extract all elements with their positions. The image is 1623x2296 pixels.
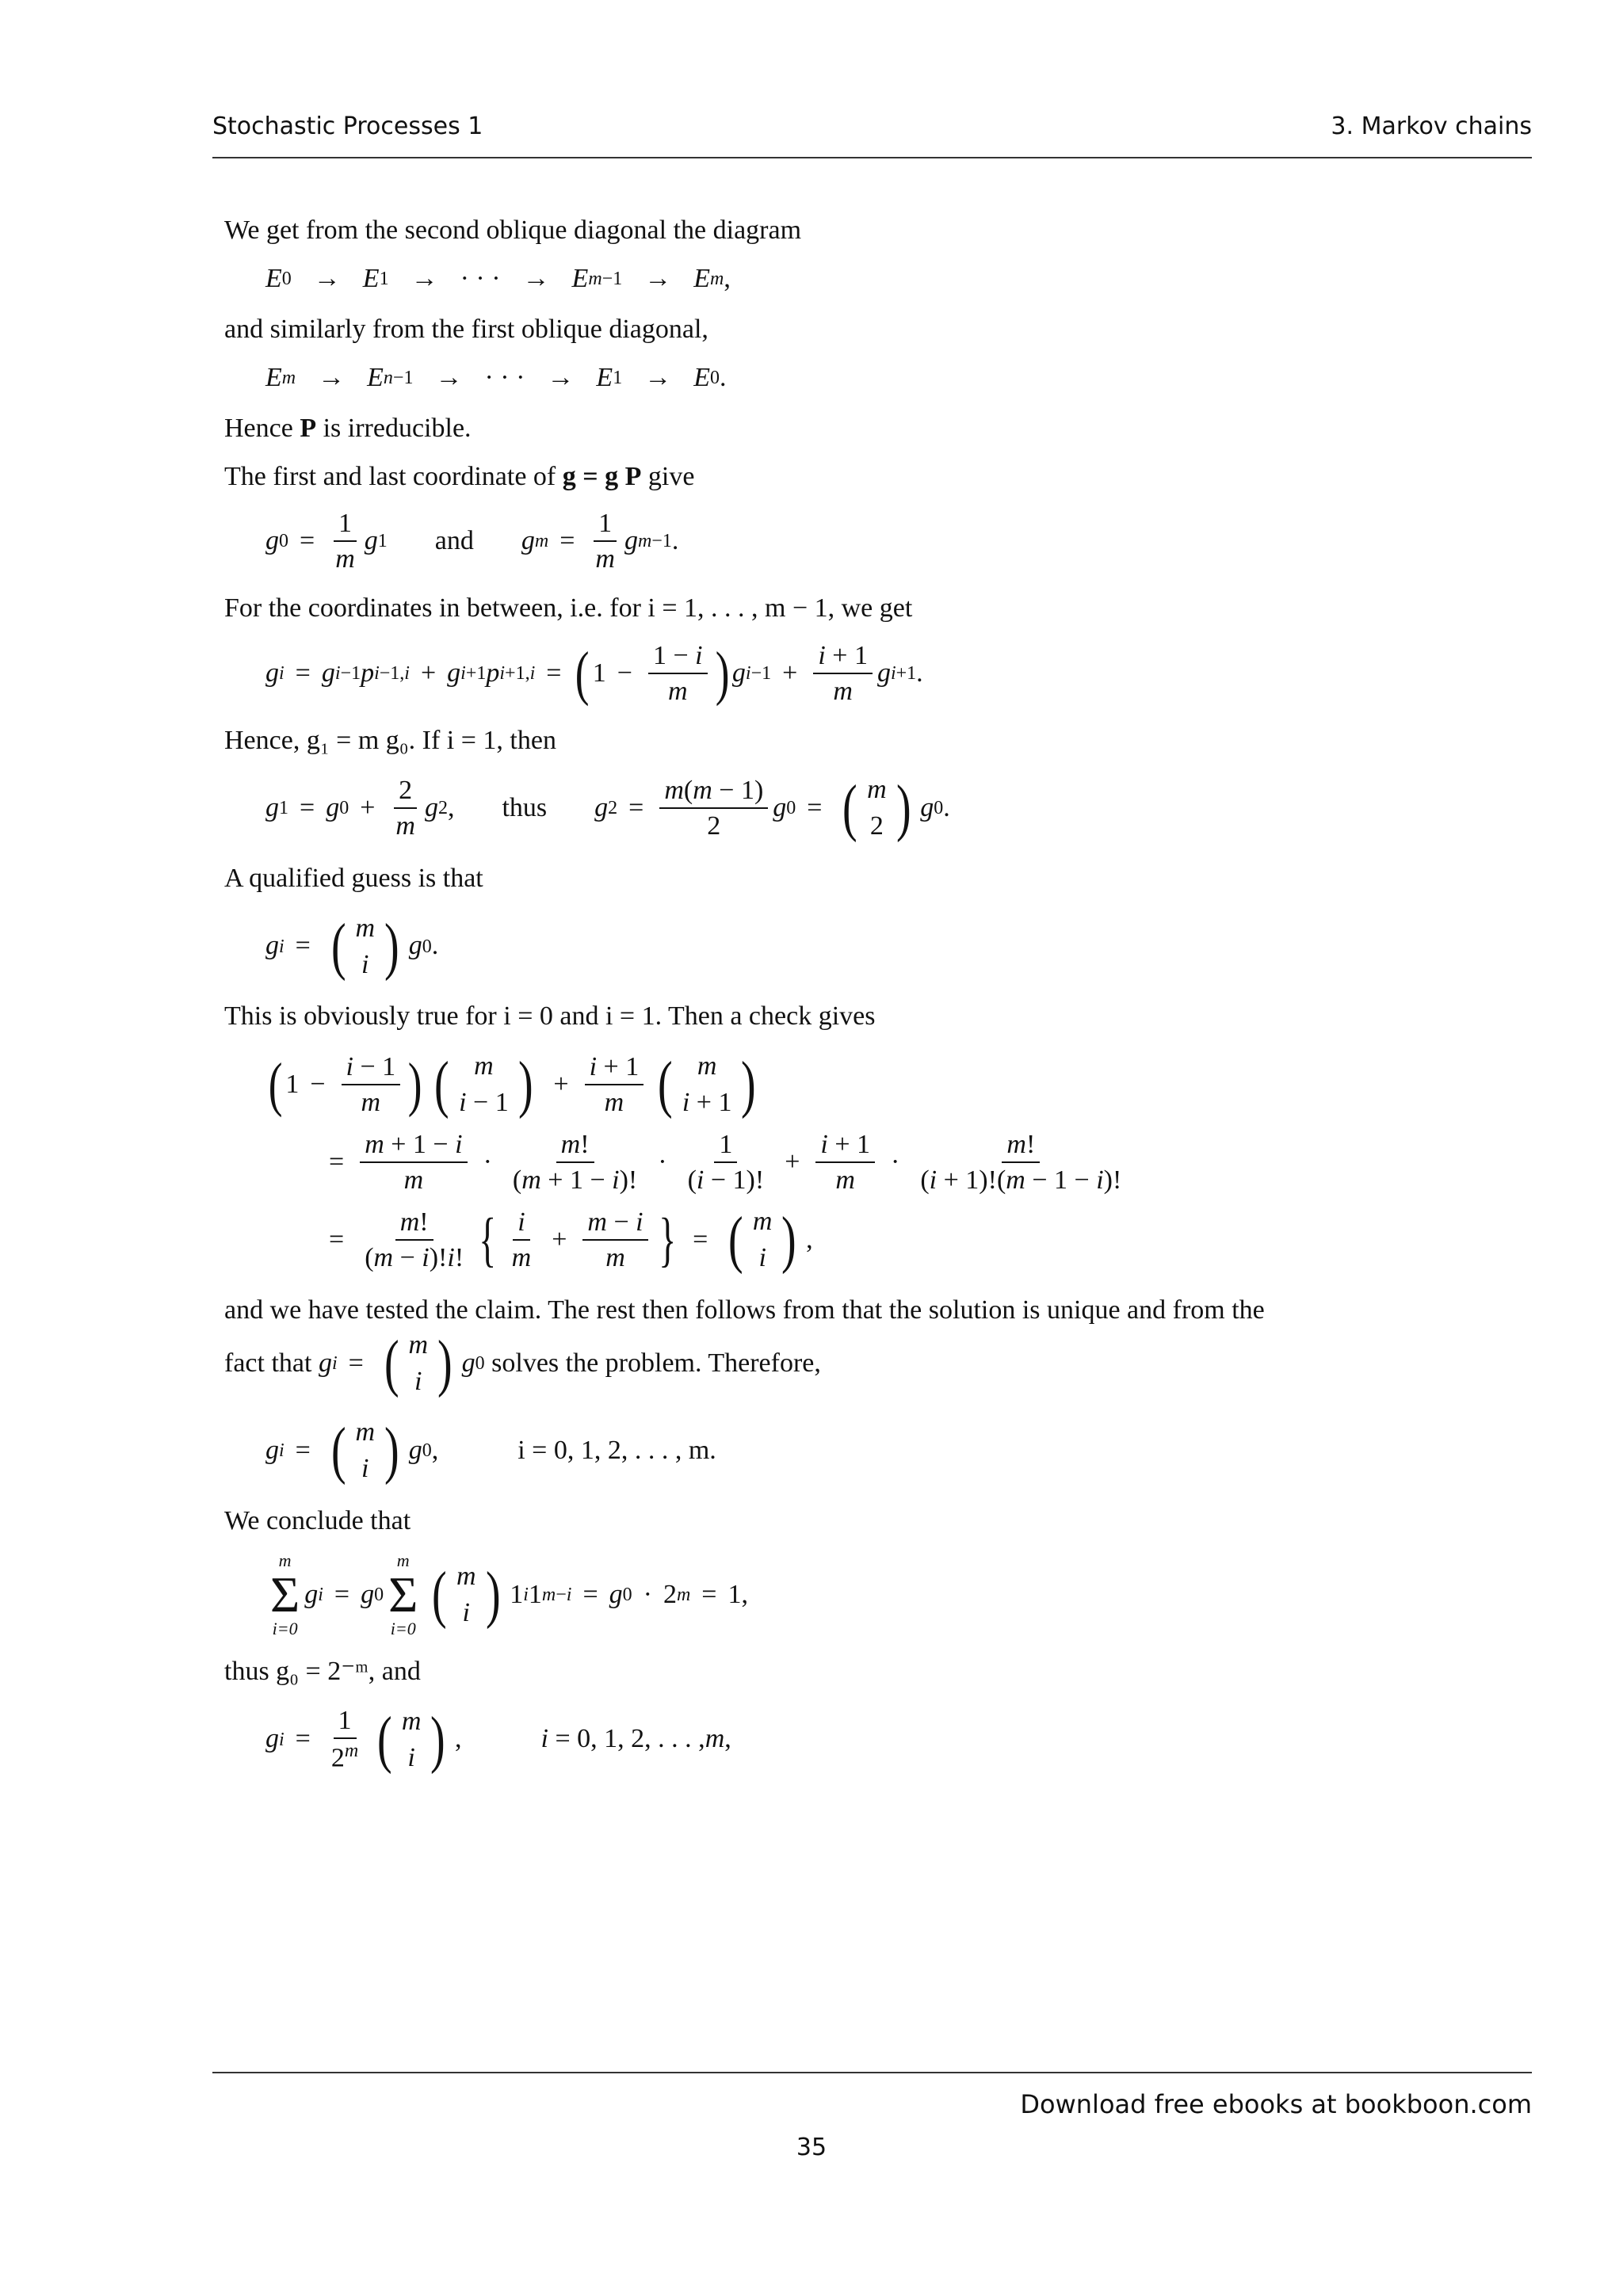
- paragraph-conclude: We conclude that: [224, 1505, 411, 1535]
- header-book-title: Stochastic Processes 1: [212, 113, 483, 140]
- page-number: 35: [796, 2134, 827, 2161]
- equation-boundary: g 0 = $\frac{1}{m}$ g 1 and g m = $\frac{1}{m}$ g m−1 .: [265, 509, 679, 574]
- equation-chain-forward: E 0 → E 1 → · · · → E m−1 → E m ,: [265, 263, 731, 293]
- paragraph-claim: and we have tested the claim. The rest then follows from that the solution is unique and from the: [224, 1295, 1265, 1325]
- page-body: [224, 214, 1532, 1794]
- download-link[interactable]: Download free ebooks at bookboon.com: [1020, 2089, 1532, 2119]
- paragraph-first-diagonal: and similarly from the first oblique diagonal,: [224, 315, 708, 344]
- equation-g1-g2: g 1 = g 0 + $\frac{2}{m}$ g 2 , thus g 2 = $\frac{m(m - 1)}{2}$ g 0 = ( m 2 ) g 0 .: [265, 773, 950, 844]
- page-header: [212, 109, 1532, 158]
- equation-sum: m Σ i=0 g i = g 0 m Σ i=0 ( m i ) 1 i 1 m−i = g 0 · 2 m = 1,: [270, 1550, 748, 1639]
- paragraph-guess: A qualified guess is that: [224, 864, 483, 894]
- equation-result: g i = ( m i ) g 0 , i = 0, 1, 2, . . . , m.: [265, 1415, 716, 1486]
- page-footer: [212, 2072, 1532, 2119]
- paragraph-hence: Hence, g₁ = m g₀. If i = 1, then: [224, 725, 556, 755]
- paragraph-claim-cont: fact that g i = ( m i ) g 0 solves the problem. Therefore,: [224, 1329, 821, 1399]
- equation-check: ( 1 − $\frac{i - 1}{m}$ ) ( m i − 1 ) + $\frac{i + 1}{m}$ ( m i + 1 ) = $\frac{m + 1 - i}{m}$ · $\frac{m!}{(m + 1 - i)!}$ · $\frac{1}{(i - 1)!}$ + $\frac{i + 1}{m}$ · $\frac{m!}{(i + 1)!(m - 1 - i)!}$ = $\frac{m!}{(m - i)!i!}$ { $\frac{i}{m}$ + $\frac{m - i}{m}$ } = ( m i ) ,: [268, 1049, 1122, 1275]
- paragraph-thus: thus g₀ = 2⁻ᵐ, and: [224, 1657, 421, 1687]
- equation-chain-backward: E m → E n−1 → · · · → E 1 → E 0 .: [265, 362, 727, 392]
- paragraph-second-diagonal: We get from the second oblique diagonal the diagram: [224, 215, 802, 245]
- equation-final: g i = $\frac{1}{2^m}$ ( m i ) , i = 0, 1, 2, . . . , m ,: [265, 1704, 731, 1775]
- equation-guess: g i = ( m i ) g 0 .: [265, 911, 439, 982]
- paragraph-check: This is obviously true for i = 0 and i = 1. Then a check gives: [224, 1001, 876, 1032]
- paragraph-between: For the coordinates in between, i.e. for i = 1, . . . , m − 1, we get: [224, 593, 913, 624]
- equation-recursion: g i = g i−1 p i−1,i + g i+1 p i+1,i = ( 1 − $\frac{1 - i}{m}$ ) g i−1 + $\frac{i + 1}{m}$ g i+1 .: [265, 639, 923, 707]
- paragraph-irreducible: Hence P is irreducible.: [224, 414, 472, 443]
- paragraph-coordinates: The first and last coordinate of g = g P give: [224, 461, 695, 491]
- header-chapter-title: 3. Markov chains: [1331, 113, 1532, 140]
